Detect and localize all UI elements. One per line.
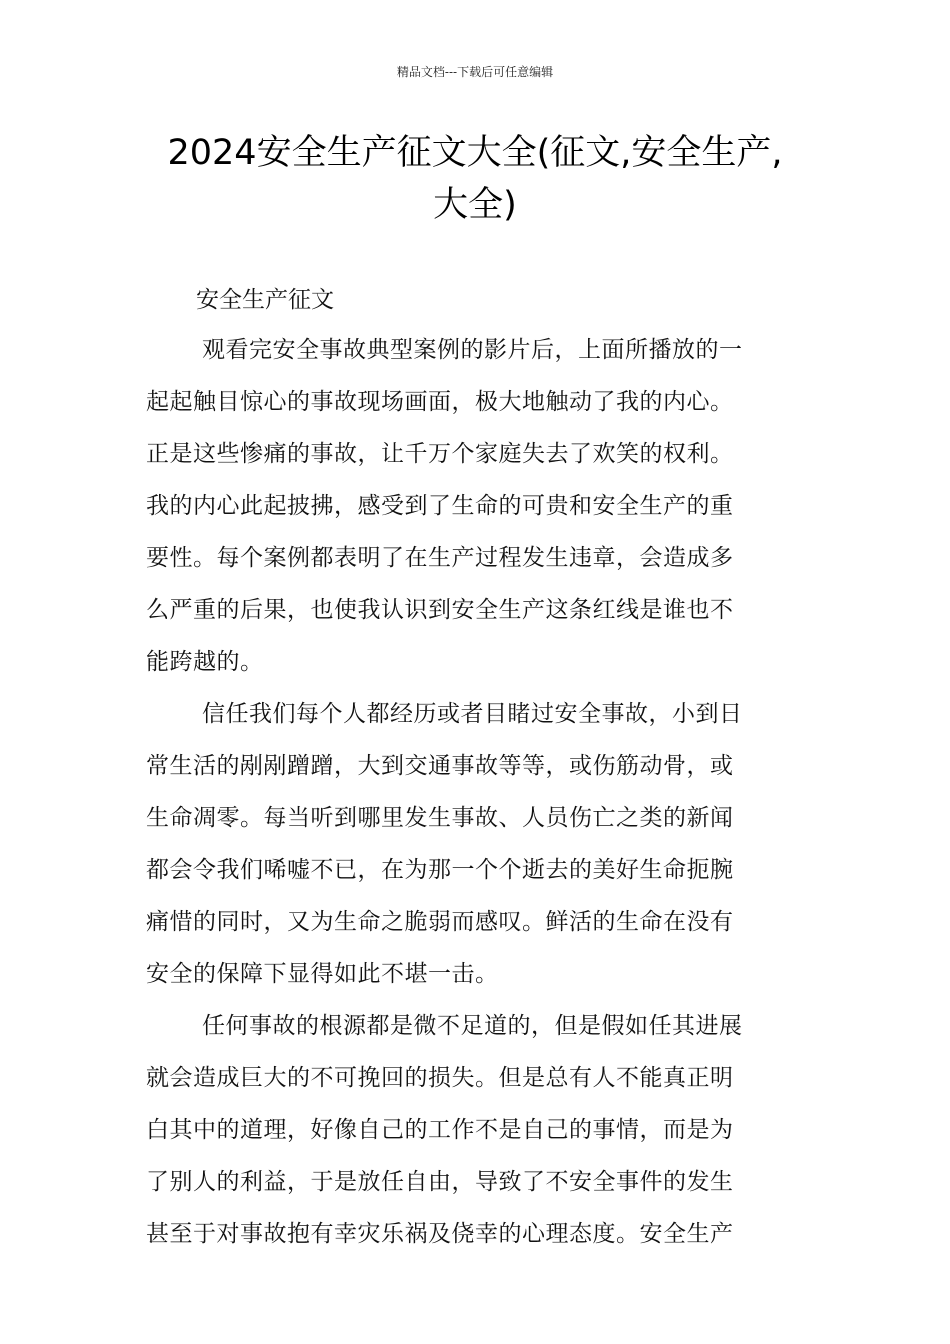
paragraph-line: 观看完安全事故典型案例的影片后，上面所播放的一 bbox=[202, 337, 743, 363]
paragraph-line: 生命凋零。每当听到哪里发生事故、人员伤亡之类的新闻 bbox=[146, 805, 734, 831]
paragraph-line: 常生活的剐剐蹭蹭，大到交通事故等等，或伤筋动骨，或 bbox=[146, 753, 734, 779]
paragraph-line: 正是这些惨痛的事故，让千万个家庭失去了欢笑的权利。 bbox=[146, 441, 734, 467]
title-line-2: 大全) bbox=[433, 185, 517, 225]
document-body bbox=[146, 276, 816, 1260]
header-note: 精品文档---下载后可任意编辑 bbox=[396, 65, 554, 79]
paragraph-line: 了别人的利益，于是放任自由，导致了不安全事件的发生 bbox=[146, 1169, 734, 1195]
section-subtitle: 安全生产征文 bbox=[196, 287, 334, 313]
paragraph-line: 么严重的后果，也使我认识到安全生产这条红线是谁也不 bbox=[146, 597, 734, 623]
paragraph-line: 要性。每个案例都表明了在生产过程发生违章，会造成多 bbox=[146, 545, 734, 571]
paragraph-line: 信任我们每个人都经历或者目睹过安全事故，小到日 bbox=[202, 701, 743, 727]
paragraph-line: 就会造成巨大的不可挽回的损失。但是总有人不能真正明 bbox=[146, 1065, 734, 1091]
paragraph-line: 痛惜的同时，又为生命之脆弱而感叹。鲜活的生命在没有 bbox=[146, 909, 734, 935]
paragraph-3 bbox=[146, 1000, 816, 1260]
paragraph-line: 任何事故的根源都是微不足道的，但是假如任其进展 bbox=[202, 1013, 743, 1039]
paragraph-line: 我的内心此起披拂，感受到了生命的可贵和安全生产的重 bbox=[146, 493, 734, 519]
paragraph-line: 甚至于对事故抱有幸灾乐祸及侥幸的心理态度。安全生产 bbox=[146, 1221, 734, 1247]
title-line-1: 2024安全生产征文大全(征文,安全生产, bbox=[167, 133, 783, 173]
paragraph-2 bbox=[146, 688, 816, 1000]
paragraph-1 bbox=[146, 324, 816, 688]
paragraph-line: 起起触目惊心的事故现场画面，极大地触动了我的内心。 bbox=[146, 389, 734, 415]
document-title bbox=[110, 127, 840, 231]
paragraph-line: 安全的保障下显得如此不堪一击。 bbox=[146, 961, 499, 987]
paragraph-line: 白其中的道理，好像自己的工作不是自己的事情，而是为 bbox=[146, 1117, 734, 1143]
paragraph-line: 都会令我们唏嘘不已，在为那一个个逝去的美好生命扼腕 bbox=[146, 857, 734, 883]
paragraph-line: 能跨越的。 bbox=[146, 649, 264, 675]
